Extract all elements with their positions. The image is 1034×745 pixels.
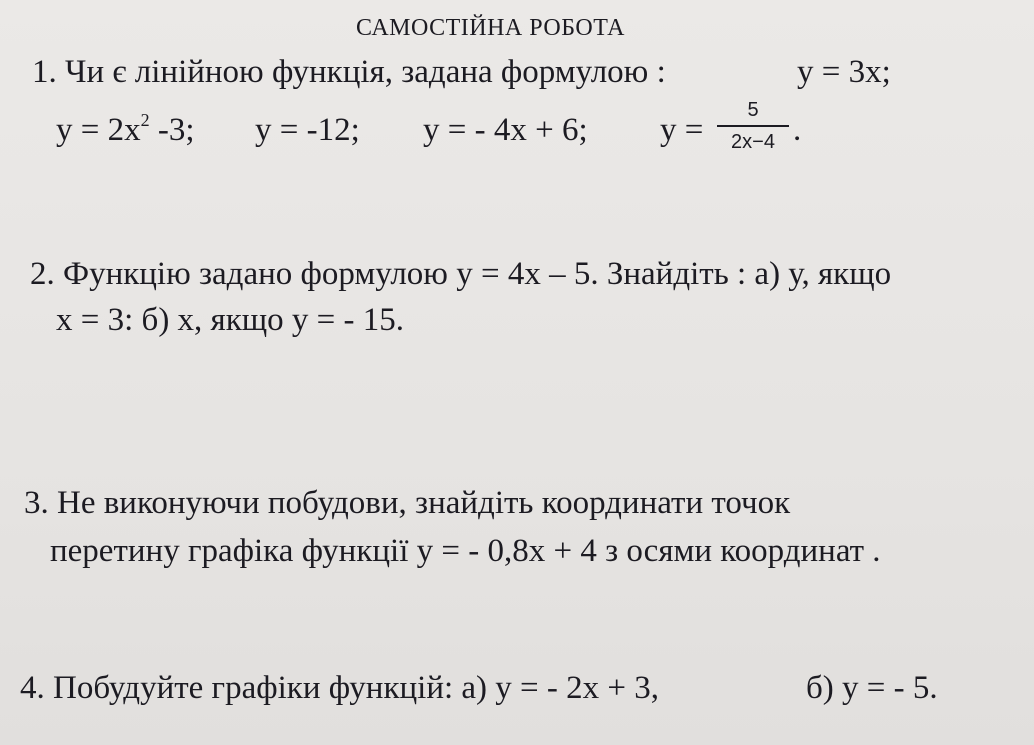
formula-2	[56, 110, 195, 148]
fraction-denominator: 2x−4	[731, 131, 775, 153]
page-title: САМОСТІЙНА РОБОТА	[356, 15, 625, 41]
formula-5-fraction	[717, 99, 789, 154]
task-4-line: 4. Побудуйте графіки функцій: а) y = - 2x + 3,	[20, 670, 659, 706]
task-4-part-b: б) y = - 5.	[806, 670, 938, 706]
fraction-bar	[717, 125, 789, 127]
task-2-line-2: x = 3: б) х, якщо у = - 15.	[56, 302, 405, 338]
task-2-line-1: 2. Функцію задано формулою y = 4x – 5. Знайдіть : а) у, якщо	[30, 256, 892, 292]
task-3-line-1: 3. Не виконуючи побудови, знайдіть координати точок	[24, 485, 791, 521]
formula-2-exponent: 2	[140, 110, 150, 130]
formula-4: y = - 4x + 6;	[423, 112, 588, 148]
task-3-line-2: перетину графіка функції y = - 0,8x + 4 з осями координат .	[50, 533, 881, 569]
formula-5-end: .	[793, 112, 802, 148]
formula-2-rest: -3;	[149, 112, 195, 148]
fraction-numerator: 5	[747, 99, 759, 121]
formula-1: y = 3x;	[797, 54, 891, 90]
formula-2-base: y = 2x	[56, 112, 141, 148]
task-1-question: 1. Чи є лінійною функція, задана формулою :	[32, 54, 666, 90]
formula-5-prefix: y =	[660, 112, 704, 148]
formula-3: y = -12;	[255, 112, 360, 148]
